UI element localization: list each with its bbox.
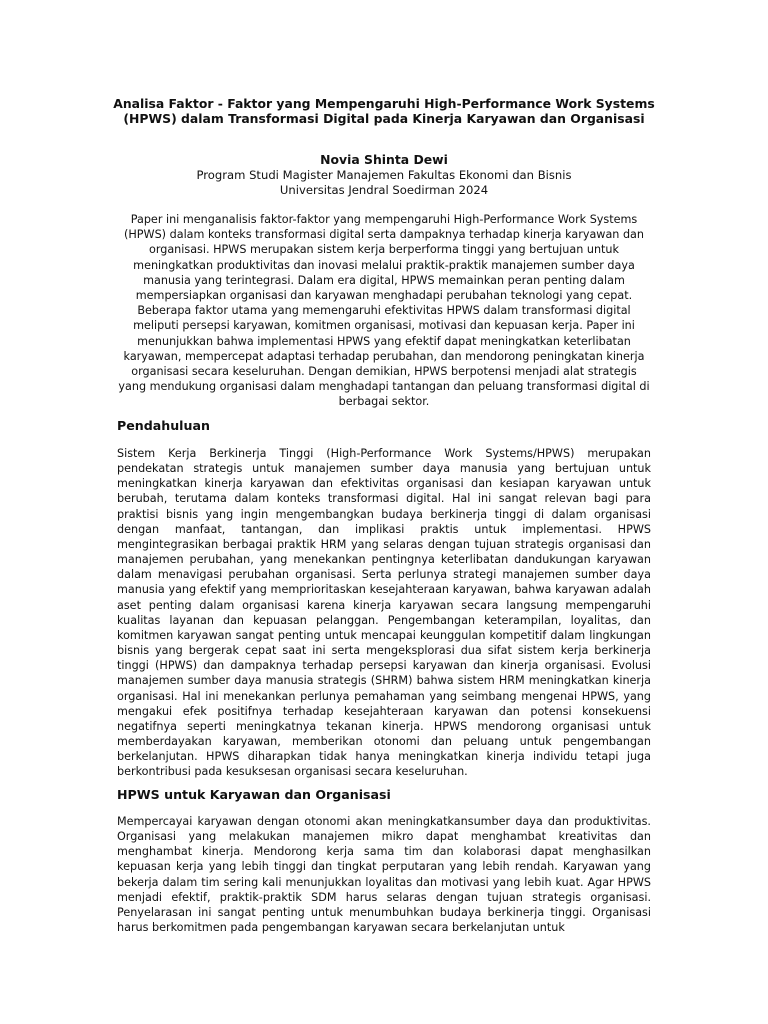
section-body-hpws: Mempercayai karyawan dengan otonomi akan meningkatkansumber daya dan produktivitas. Organisasi yang melakukan manajemen mikro dapat menghambat kreativitas dan menghambat kinerja. Mendorong kerja sama tim dan kolaborasi dapat menghasilkan kepuasan kerja yang lebih tinggi dan tingkat perputaran yang lebih rendah. Karyawan yang bekerja dalam tim sering kali menunjukkan loyalitas dan motivasi yang lebih kuat. Agar HPWS menjadi efektif, praktik-praktik SDM harus selaras dengan tujuan strategis organisasi. Penyelarasan ini sangat penting untuk menumbuhkan budaya berkinerja tinggi. Organisasi harus berkomitmen pada pengembangan karyawan secara berkelanjutan untuk <box>117 815 651 935</box>
author-affiliation <box>110 168 658 198</box>
paper-title: Analisa Faktor - Faktor yang Mempengaruhi High-Performance Work Systems (HPWS) dalam Transformasi Digital pada Kinerja Karyawan dan Organisasi <box>113 96 655 126</box>
section-heading-hpws: HPWS untuk Karyawan dan Organisasi <box>117 787 391 802</box>
affiliation-line-2: Universitas Jendral Soedirman 2024 <box>279 183 489 197</box>
section-heading-pendahuluan: Pendahuluan <box>117 418 210 433</box>
section-body-pendahuluan: Sistem Kerja Berkinerja Tinggi (High-Performance Work Systems/HPWS) merupakan pendekatan strategis untuk manajemen sumber daya manusia yang bertujuan untuk meningkatkan kinerja karyawan dan efektivitas organisasi dan kesiapan karyawan untuk berubah, terutama dalam konteks transformasi digital. Hal ini sangat relevan bagi para praktisi bisnis yang ingin mengembangkan budaya berkinerja tinggi di dalam organisasi dengan manfaat, tantangan, dan implikasi praktis untuk implementasi. HPWS mengintegrasikan berbagai praktik HRM yang selaras dengan tujuan strategis organisasi dan manajemen perubahan, yang menekankan pentingnya keterlibatan dandukungan karyawan dalam menavigasi perubahan organisasi. Serta perlunya strategi manajemen sumber daya manusia yang efektif yang memprioritaskan kesejahteraan karyawan, bahwa karyawan adalah aset penting dalam organisasi karena kinerja karyawan secara langsung mempengaruhi kualitas layanan dan kepuasan pelanggan. Pengembangan keterampilan, loyalitas, dan komitmen karyawan sangat penting untuk mencapai keunggulan kompetitif dalam lingkungan bisnis yang bergerak cepat saat ini serta mengeksplorasi dua sifat sistem kerja berkinerja tinggi (HPWS) dan dampaknya terhadap persepsi karyawan dan kinerja organisasi. Evolusi manajemen sumber daya manusia strategis (SHRM) bahwa sistem HRM meningkatkan kinerja organisasi. Hal ini menekankan perlunya pemahaman yang seimbang mengenai HPWS, yang mengakui efek positifnya terhadap kesejahteraan karyawan dan potensi konsekuensi negatifnya seperti meningkatnya tekanan kinerja. HPWS mendorong organisasi untuk memberdayakan karyawan, memberikan otonomi dan peluang untuk pengembangan berkelanjutan. HPWS diharapkan tidak hanya meningkatkan kinerja individu tetapi juga berkontribusi pada kesuksesan organisasi secara keseluruhan. <box>117 447 651 779</box>
author-name: Novia Shinta Dewi <box>320 152 448 167</box>
affiliation-line-1: Program Studi Magister Manajemen Fakultas Ekonomi dan Bisnis <box>196 168 572 182</box>
abstract: Paper ini menganalisis faktor-faktor yang mempengaruhi High-Performance Work Systems (HPWS) dalam konteks transformasi digital serta dampaknya terhadap kinerja karyawan dan organisasi. HPWS merupakan sistem kerja berperforma tinggi yang bertujuan untuk meningkatkan produktivitas dan inovasi melalui praktik-praktik manajemen sumber daya manusia yang terintegrasi. Dalam era digital, HPWS memainkan peran penting dalam mempersiapkan organisasi dan karyawan menghadapi perubahan teknologi yang cepat. Beberapa faktor utama yang memengaruhi efektivitas HPWS dalam transformasi digital meliputi persepsi karyawan, komitmen organisasi, motivasi dan kepuasan kerja. Paper ini menunjukkan bahwa implementasi HPWS yang efektif dapat meningkatkan keterlibatan karyawan, mempercepat adaptasi terhadap perubahan, dan mendorong peningkatan kinerja organisasi secara keseluruhan. Dengan demikian, HPWS berpotensi menjadi alat strategis yang mendukung organisasi dalam menghadapi tantangan dan peluang transformasi digital di berbagai sektor. <box>118 213 650 409</box>
